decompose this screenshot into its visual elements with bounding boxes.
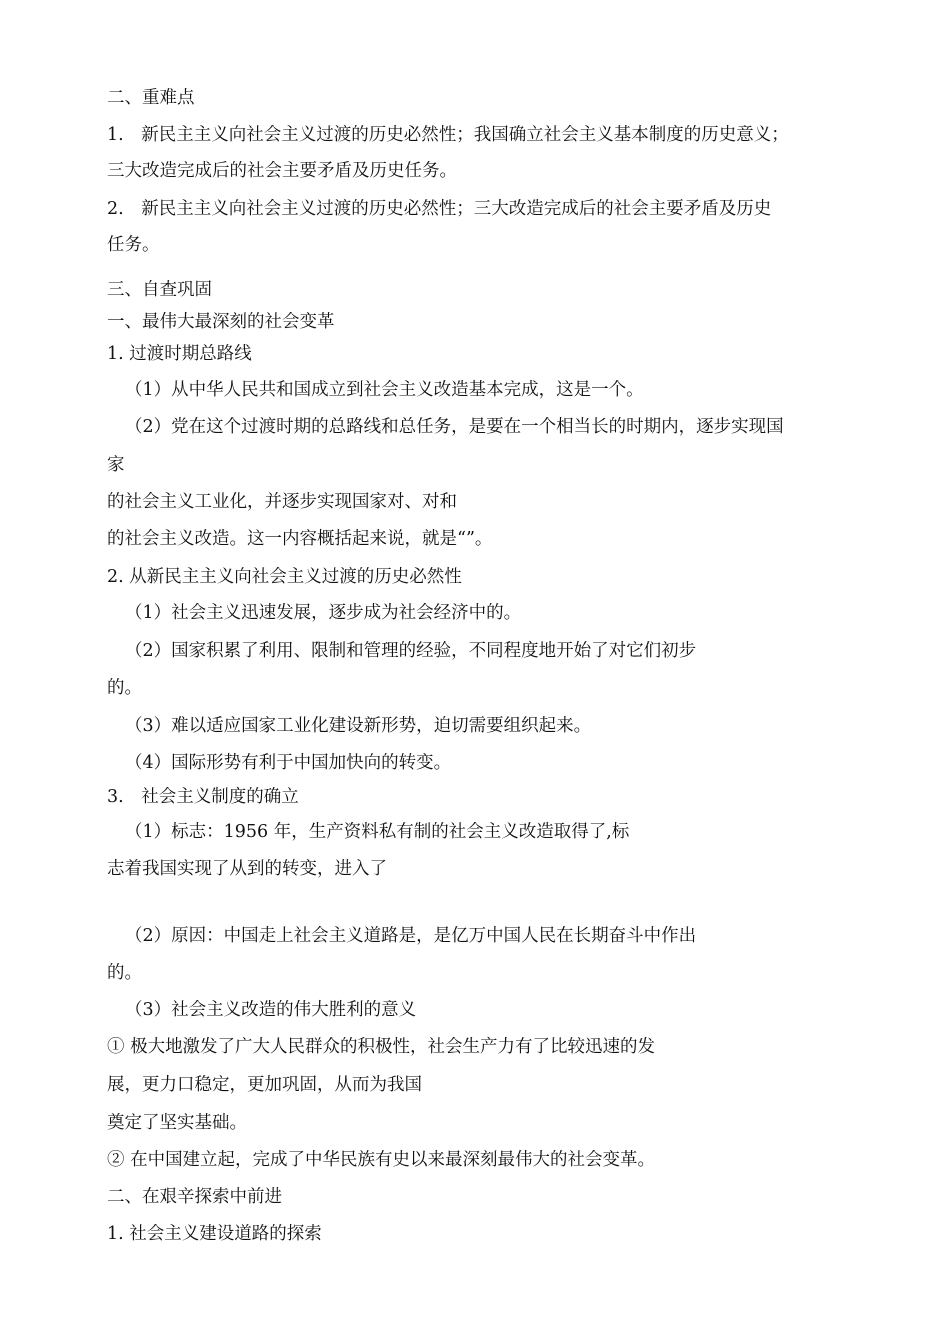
key-point-1-line-1: 1. 新民主主义向社会主义过渡的历史必然性；我国确立社会主义基本制度的历史意义；: [107, 125, 789, 145]
item-3-2-line-2: 的。: [107, 963, 142, 983]
significance-2: ② 在中国建立起，完成了中华民族有史以来最深刻最伟大的社会变革。: [107, 1150, 656, 1170]
item-3-2-line-1: （2）原因：中国走上社会主义道路是，是亿万中国人民在长期奋斗中作出: [125, 926, 697, 946]
item-1-1: （1）从中华人民共和国成立到社会主义改造基本完成，这是一个。: [125, 380, 644, 400]
item-heading-2: 2. 从新民主主义向社会主义过渡的历史必然性: [107, 567, 462, 587]
item-2-2-line-1: （2）国家积累了利用、限制和管理的经验，不同程度地开始了对它们初步: [125, 641, 697, 661]
item-1-2-line-2: 家: [107, 455, 125, 475]
item-3-1-line-2: 志着我国实现了从到的转变，进入了: [107, 859, 387, 879]
key-point-2-line-2: 任务。: [107, 235, 160, 255]
significance-1-line-3: 奠定了坚实基础。: [107, 1113, 247, 1133]
significance-1-line-2: 展，更力口稳定，更加巩固，从而为我国: [107, 1075, 422, 1095]
key-point-1-line-2: 三大改造完成后的社会主要矛盾及历史任务。: [107, 161, 457, 181]
significance-1-line-1: ① 极大地激发了广大人民群众的积极性，社会生产力有了比较迅速的发: [107, 1037, 656, 1057]
subsection-heading-2: 二、在艰辛探索中前进: [107, 1187, 282, 1207]
item-1-2-line-4: 的社会主义改造。这一内容概括起来说，就是“”。: [107, 529, 493, 549]
item-heading-1: 1. 过渡时期总路线: [107, 344, 252, 364]
section-heading-self-check: 三、自查巩固: [107, 280, 212, 300]
item-3-1-line-1: （1）标志：1956 年，生产资料私有制的社会主义改造取得了,标: [125, 822, 630, 842]
item-1-2-line-1: （2）党在这个过渡时期的总路线和总任务，是要在一个相当长的时期内，逐步实现国: [125, 417, 784, 437]
item-2-3: （3）难以适应国家工业化建设新形势，迫切需要组织起来。: [125, 716, 592, 736]
item-3-3-heading: （3）社会主义改造的伟大胜利的意义: [125, 1000, 417, 1020]
item-1-2-line-3: 的社会主义工业化，并逐步实现国家对、对和: [107, 492, 457, 512]
item-heading-3: 3. 社会主义制度的确立: [107, 787, 299, 807]
subsection-heading-1: 一、最伟大最深刻的社会变革: [107, 312, 335, 332]
section-heading-key-points: 二、重难点: [107, 88, 195, 108]
item-2-1: （1）社会主义迅速发展，逐步成为社会经济中的。: [125, 603, 522, 623]
item-2-2-line-2: 的。: [107, 678, 142, 698]
key-point-2-line-1: 2. 新民主主义向社会主义过渡的历史必然性；三大改造完成后的社会主要矛盾及历史: [107, 199, 772, 219]
item-heading-socialist-construction: 1. 社会主义建设道路的探索: [107, 1224, 322, 1244]
item-2-4: （4）国际形势有利于中国加快向的转变。: [125, 753, 452, 773]
